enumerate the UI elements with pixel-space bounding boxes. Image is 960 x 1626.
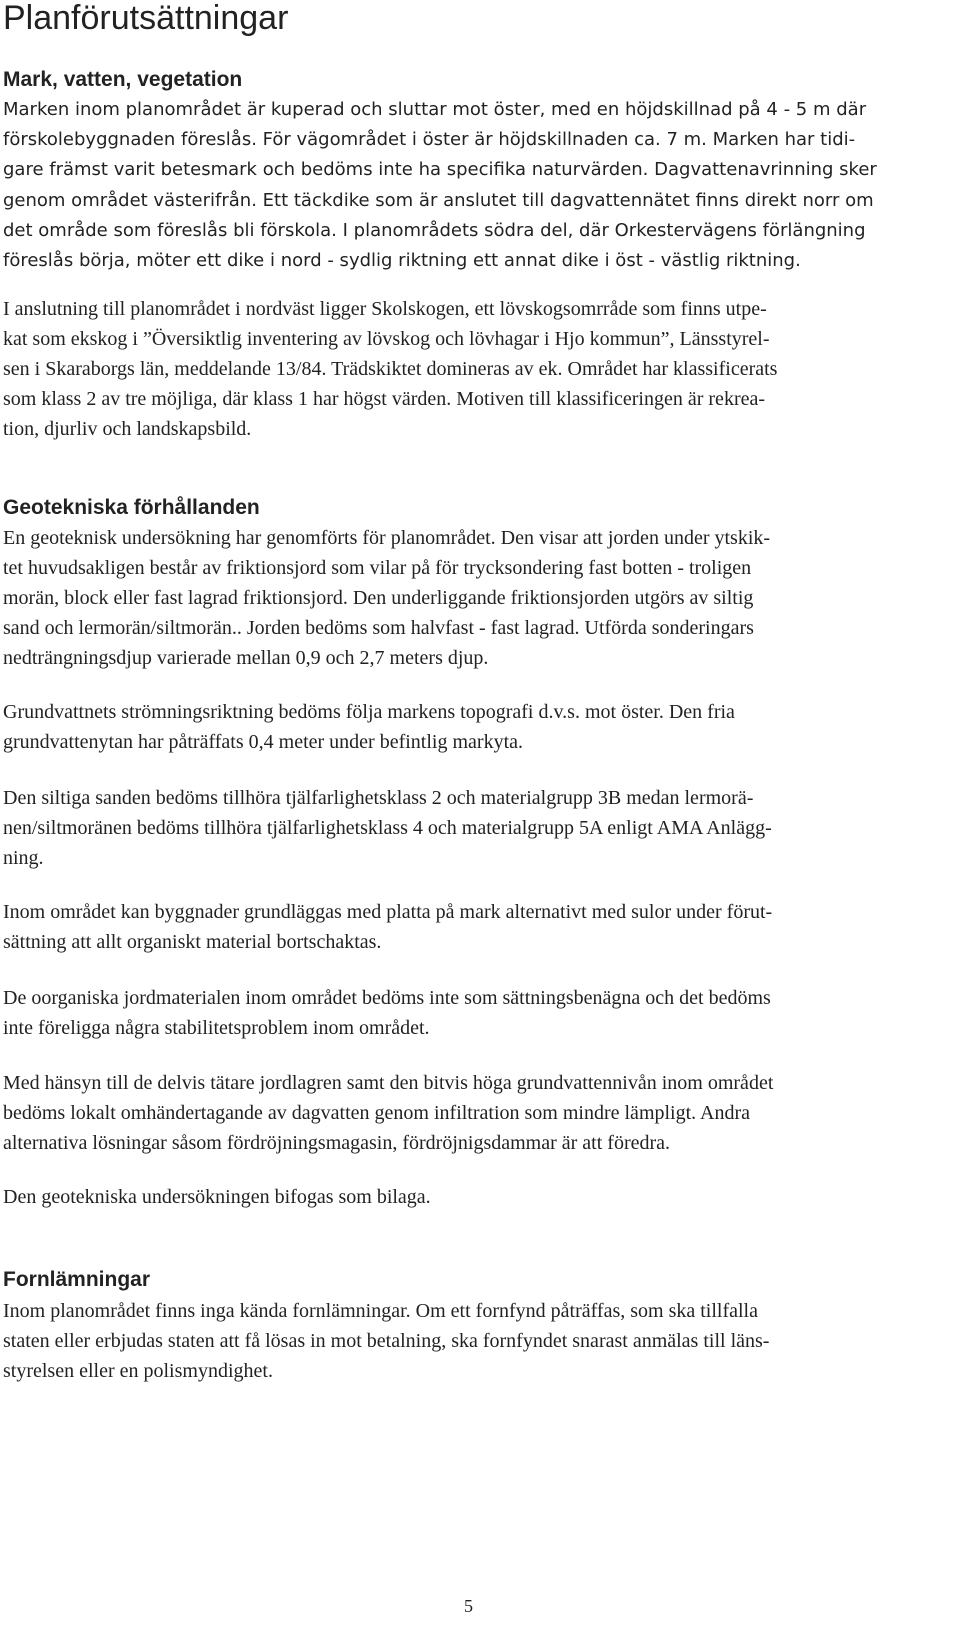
- text-line: förskolebyggnaden föreslås. För vägområdet i öster är höjdskillnaden ca. 7 m. Marken har tidi-: [3, 129, 856, 151]
- text-line: ning.: [3, 847, 44, 869]
- paragraph-geo-3: [3, 783, 958, 873]
- text-line: De oorganiska jordmaterialen inom området bedöms inte som sättningsbenägna och det bedöms: [3, 987, 771, 1009]
- text-line: sättning att allt organiskt material bortschaktas.: [3, 931, 382, 953]
- text-line: alternativa lösningar såsom fördröjningsmagasin, fördröjnigsdammar är att föredra.: [3, 1132, 671, 1154]
- text-line: sen i Skaraborgs län, meddelande 13/84. Trädskiktet domineras av ek. Området har klassificerats: [3, 358, 778, 380]
- paragraph-geo-7: [3, 1182, 958, 1212]
- text-line: Den siltiga sanden bedöms tillhöra tjälfarlighetsklass 2 och materialgrupp 3B medan lermorä-: [3, 787, 754, 809]
- text-line: tet huvudsakligen består av friktionsjord som vilar på för trycksondering fast botten - troligen: [3, 557, 752, 579]
- text-line: föreslås börja, möter ett dike i nord - sydlig riktning ett annat dike i öst - västlig riktning.: [3, 250, 801, 272]
- paragraph-mark-2: [3, 294, 958, 444]
- section-heading-geotekniska-forhallanden: Geotekniska förhållanden: [3, 496, 260, 519]
- text-line: styrelsen eller en polismyndighet.: [3, 1360, 273, 1382]
- section-heading-mark-vatten-vegetation: Mark, vatten, vegetation: [3, 68, 243, 91]
- text-line: kat som ekskog i ”Översiktlig inventering av lövskog och lövhagar i Hjo kommun”, Länsstyrel-: [3, 328, 770, 350]
- text-line: nen/siltmoränen bedöms tillhöra tjälfarlighetsklass 4 och materialgrupp 5A enligt AMA Anlägg-: [3, 817, 772, 839]
- text-line: grundvattenytan har påträffats 0,4 meter under befintlig markyta.: [3, 731, 523, 753]
- text-line: tion, djurliv och landskapsbild.: [3, 418, 252, 440]
- paragraph-mark-1: [3, 95, 958, 276]
- text-line: genom området västerifrån. Ett täckdike som är anslutet till dagvattennätet finns direkt norr om: [3, 189, 874, 211]
- text-line: Inom området kan byggnader grundläggas med platta på mark alternativt med sulor under förut-: [3, 901, 773, 923]
- text-line: gare främst varit betesmark och bedöms inte ha specifika naturvärden. Dagvattenavrinning sker: [3, 159, 877, 181]
- text-line: som klass 2 av tre möjliga, där klass 1 har högst värden. Motiven till klassificeringen är rekrea-: [3, 388, 766, 410]
- paragraph-geo-6: [3, 1068, 958, 1158]
- text-line: morän, block eller fast lagrad friktionsjord. Den underliggande friktionsjorden utgörs av siltig: [3, 587, 754, 609]
- text-line: En geoteknisk undersökning har genomförts för planområdet. Den visar att jorden under ytskik-: [3, 527, 771, 549]
- paragraph-geo-1: [3, 523, 958, 673]
- paragraph-geo-2: [3, 697, 958, 757]
- text-line: bedöms lokalt omhändertagande av dagvatten genom infiltration som mindre lämpligt. Andra: [3, 1102, 751, 1124]
- text-line: I anslutning till planområdet i nordväst ligger Skolskogen, ett lövskogsomrråde som finns utpe-: [3, 298, 767, 320]
- text-line: inte föreligga några stabilitetsproblem inom området.: [3, 1017, 430, 1039]
- text-line: nedträngningsdjup varierade mellan 0,9 och 2,7 meters djup.: [3, 647, 489, 669]
- text-line: Inom planområdet finns inga kända fornlämningar. Om ett fornfynd påträffas, som ska tillfalla: [3, 1300, 758, 1322]
- paragraph-geo-5: [3, 983, 958, 1043]
- paragraph-geo-4: [3, 897, 958, 957]
- page-number: 5: [464, 1596, 473, 1616]
- text-line: Med hänsyn till de delvis tätare jordlagren samt den bitvis höga grundvattennivån inom området: [3, 1072, 774, 1094]
- text-line: Grundvattnets strömningsriktning bedöms följa markens topografi d.v.s. mot öster. Den fria: [3, 701, 735, 723]
- text-line: det område som föreslås bli förskola. I planområdets södra del, där Orkestervägens förlängning: [3, 219, 866, 241]
- text-line: sand och lermorän/siltmorän.. Jorden bedöms som halvfast - fast lagrad. Utförda sonderingars: [3, 617, 754, 639]
- page-title: Planförutsättningar: [3, 0, 289, 37]
- text-line: staten eller erbjudas staten att få lösas in mot betalning, ska fornfyndet snarast anmälas till läns-: [3, 1330, 770, 1352]
- section-heading-fornlamningar: Fornlämningar: [3, 1268, 151, 1291]
- paragraph-forn-1: [3, 1296, 958, 1386]
- text-line: Marken inom planområdet är kuperad och sluttar mot öster, med en höjdskillnad på 4 - 5 m där: [3, 99, 867, 120]
- text-line: Den geotekniska undersökningen bifogas som bilaga.: [3, 1186, 431, 1208]
